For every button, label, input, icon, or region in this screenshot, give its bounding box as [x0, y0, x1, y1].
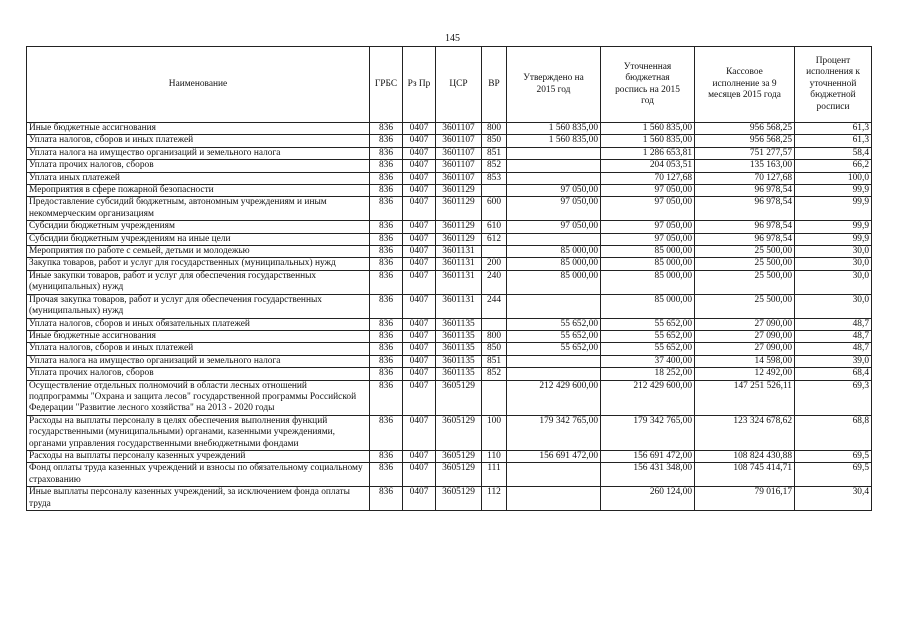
row-revised: 55 652,00 — [601, 318, 695, 330]
table-row — [27, 172, 872, 184]
row-revised: 70 127,68 — [601, 172, 695, 184]
row-approved — [507, 294, 601, 318]
row-revised: 1 560 835,00 — [601, 123, 695, 135]
row-grbs: 836 — [370, 368, 403, 380]
row-revised: 1 560 835,00 — [601, 135, 695, 147]
row-revised: 55 652,00 — [601, 330, 695, 342]
row-vr — [482, 380, 507, 415]
row-csr: 3601107 — [436, 160, 482, 172]
row-vr — [482, 185, 507, 197]
row-name: Уплата налогов, сборов и иных платежей — [27, 343, 370, 355]
row-percent: 99,9 — [795, 185, 872, 197]
row-rzpr: 0407 — [403, 380, 436, 415]
row-percent: 48,7 — [795, 343, 872, 355]
row-revised: 97 050,00 — [601, 221, 695, 233]
row-vr: 850 — [482, 135, 507, 147]
row-vr: 851 — [482, 355, 507, 367]
row-revised: 97 050,00 — [601, 233, 695, 245]
row-cash: 79 016,17 — [695, 487, 795, 511]
page-number: 145 — [445, 33, 460, 44]
row-csr: 3601129 — [436, 221, 482, 233]
row-revised: 156 691 472,00 — [601, 450, 695, 462]
row-percent: 99,9 — [795, 221, 872, 233]
row-name: Уплата налогов, сборов и иных платежей — [27, 135, 370, 147]
table-row — [27, 450, 872, 462]
header-approved: Утверждено на 2015 год — [507, 47, 601, 123]
row-approved — [507, 160, 601, 172]
row-grbs: 836 — [370, 415, 403, 450]
row-name: Мероприятия по работе с семьей, детьми и молодежью — [27, 246, 370, 258]
row-cash: 96 978,54 — [695, 197, 795, 221]
row-rzpr: 0407 — [403, 487, 436, 511]
row-grbs: 836 — [370, 270, 403, 294]
row-grbs: 836 — [370, 450, 403, 462]
row-csr: 3601131 — [436, 258, 482, 270]
table-body — [27, 123, 872, 511]
row-percent: 69,5 — [795, 463, 872, 487]
table-row — [27, 185, 872, 197]
row-revised: 97 050,00 — [601, 185, 695, 197]
row-grbs: 836 — [370, 221, 403, 233]
row-grbs: 836 — [370, 246, 403, 258]
row-vr — [482, 246, 507, 258]
row-approved: 97 050,00 — [507, 197, 601, 221]
row-revised: 85 000,00 — [601, 258, 695, 270]
row-cash: 135 163,00 — [695, 160, 795, 172]
row-name: Уплата иных платежей — [27, 172, 370, 184]
row-vr: 612 — [482, 233, 507, 245]
table-row — [27, 318, 872, 330]
row-percent: 68,4 — [795, 368, 872, 380]
row-cash: 25 500,00 — [695, 258, 795, 270]
row-vr: 244 — [482, 294, 507, 318]
row-approved — [507, 172, 601, 184]
row-csr: 3601131 — [436, 270, 482, 294]
row-revised: 1 286 653,81 — [601, 147, 695, 159]
row-csr: 3601135 — [436, 368, 482, 380]
table-row — [27, 330, 872, 342]
row-cash: 956 568,25 — [695, 135, 795, 147]
row-name: Уплата налога на имущество организаций и земельного налога — [27, 147, 370, 159]
row-name: Закупка товаров, работ и услуг для государственных (муниципальных) нужд — [27, 258, 370, 270]
row-revised: 212 429 600,00 — [601, 380, 695, 415]
row-approved: 1 560 835,00 — [507, 123, 601, 135]
row-cash: 12 492,00 — [695, 368, 795, 380]
row-rzpr: 0407 — [403, 221, 436, 233]
row-csr: 3601131 — [436, 294, 482, 318]
row-approved — [507, 368, 601, 380]
row-percent: 48,7 — [795, 318, 872, 330]
row-vr: 200 — [482, 258, 507, 270]
row-name: Субсидии бюджетным учреждениям на иные цели — [27, 233, 370, 245]
table-row — [27, 246, 872, 258]
row-vr: 800 — [482, 123, 507, 135]
row-percent: 30,0 — [795, 294, 872, 318]
row-rzpr: 0407 — [403, 463, 436, 487]
row-percent: 30,0 — [795, 270, 872, 294]
row-grbs: 836 — [370, 258, 403, 270]
table-row — [27, 380, 872, 415]
budget-table — [26, 46, 872, 511]
row-name: Уплата прочих налогов, сборов — [27, 368, 370, 380]
row-csr: 3605129 — [436, 415, 482, 450]
row-percent: 99,9 — [795, 233, 872, 245]
row-percent: 61,3 — [795, 123, 872, 135]
row-cash: 751 277,57 — [695, 147, 795, 159]
row-grbs: 836 — [370, 172, 403, 184]
row-approved: 156 691 472,00 — [507, 450, 601, 462]
row-percent: 58,4 — [795, 147, 872, 159]
row-rzpr: 0407 — [403, 172, 436, 184]
row-percent: 68,8 — [795, 415, 872, 450]
row-rzpr: 0407 — [403, 330, 436, 342]
table-row — [27, 355, 872, 367]
row-approved: 85 000,00 — [507, 258, 601, 270]
row-csr: 3601107 — [436, 123, 482, 135]
row-cash: 108 745 414,71 — [695, 463, 795, 487]
table-row — [27, 221, 872, 233]
row-vr: 111 — [482, 463, 507, 487]
row-cash: 14 598,00 — [695, 355, 795, 367]
row-grbs: 836 — [370, 147, 403, 159]
header-vr: ВР — [482, 47, 507, 123]
row-cash: 27 090,00 — [695, 330, 795, 342]
row-approved: 85 000,00 — [507, 246, 601, 258]
row-approved: 55 652,00 — [507, 343, 601, 355]
row-rzpr: 0407 — [403, 233, 436, 245]
row-vr: 600 — [482, 197, 507, 221]
row-percent: 69,3 — [795, 380, 872, 415]
row-cash: 25 500,00 — [695, 270, 795, 294]
row-revised: 156 431 348,00 — [601, 463, 695, 487]
row-name: Предоставление субсидий бюджетным, автономным учреждениям и иным некоммерческим организациям — [27, 197, 370, 221]
row-vr: 610 — [482, 221, 507, 233]
row-approved — [507, 355, 601, 367]
row-cash: 25 500,00 — [695, 246, 795, 258]
row-approved: 179 342 765,00 — [507, 415, 601, 450]
row-rzpr: 0407 — [403, 270, 436, 294]
row-percent: 100,0 — [795, 172, 872, 184]
row-name: Уплата налога на имущество организаций и земельного налога — [27, 355, 370, 367]
row-name: Осуществление отдельных полномочий в области лесных отношений подпрограммы "Охрана и защита лесов" государственной программы Российской Федерации "Развитие лесного хозяйства" на 2013 - 2020 годы — [27, 380, 370, 415]
row-approved: 97 050,00 — [507, 185, 601, 197]
table-row — [27, 368, 872, 380]
row-csr: 3605129 — [436, 380, 482, 415]
row-csr: 3601135 — [436, 318, 482, 330]
row-rzpr: 0407 — [403, 343, 436, 355]
table-row — [27, 197, 872, 221]
header-rzpr: Рз Пр — [403, 47, 436, 123]
row-name: Иные бюджетные ассигнования — [27, 123, 370, 135]
row-csr: 3605129 — [436, 450, 482, 462]
row-grbs: 836 — [370, 197, 403, 221]
row-vr: 800 — [482, 330, 507, 342]
row-revised: 97 050,00 — [601, 197, 695, 221]
row-name: Расходы на выплаты персоналу в целях обеспечения выполнения функций государственными (муниципальными) органами, казенными учреждениями, органами управления государственными внебюджетными фондами — [27, 415, 370, 450]
row-grbs: 836 — [370, 135, 403, 147]
row-grbs: 836 — [370, 233, 403, 245]
row-csr: 3601135 — [436, 330, 482, 342]
row-cash: 123 324 678,62 — [695, 415, 795, 450]
row-grbs: 836 — [370, 318, 403, 330]
row-name: Прочая закупка товаров, работ и услуг для обеспечения государственных (муниципальных) нужд — [27, 294, 370, 318]
row-name: Уплата налогов, сборов и иных обязательных платежей — [27, 318, 370, 330]
row-cash: 70 127,68 — [695, 172, 795, 184]
row-name: Иные бюджетные ассигнования — [27, 330, 370, 342]
row-grbs: 836 — [370, 185, 403, 197]
row-percent: 48,7 — [795, 330, 872, 342]
header-name: Наименование — [27, 47, 370, 123]
row-name: Уплата прочих налогов, сборов — [27, 160, 370, 172]
row-percent: 39,0 — [795, 355, 872, 367]
row-cash: 956 568,25 — [695, 123, 795, 135]
row-vr: 100 — [482, 415, 507, 450]
table-row — [27, 123, 872, 135]
row-csr: 3601107 — [436, 135, 482, 147]
header-percent: Процент исполнения к уточненной бюджетной росписи — [795, 47, 872, 123]
row-csr: 3601129 — [436, 233, 482, 245]
row-revised: 55 652,00 — [601, 343, 695, 355]
header-grbs: ГРБС — [370, 47, 403, 123]
row-cash: 108 824 430,88 — [695, 450, 795, 462]
row-rzpr: 0407 — [403, 294, 436, 318]
row-csr: 3601135 — [436, 343, 482, 355]
row-rzpr: 0407 — [403, 147, 436, 159]
table-row — [27, 258, 872, 270]
row-cash: 96 978,54 — [695, 233, 795, 245]
row-approved — [507, 147, 601, 159]
row-cash: 96 978,54 — [695, 185, 795, 197]
row-cash: 27 090,00 — [695, 343, 795, 355]
row-revised: 260 124,00 — [601, 487, 695, 511]
row-rzpr: 0407 — [403, 197, 436, 221]
row-grbs: 836 — [370, 343, 403, 355]
row-vr: 850 — [482, 343, 507, 355]
row-revised: 85 000,00 — [601, 246, 695, 258]
row-csr: 3601135 — [436, 355, 482, 367]
row-rzpr: 0407 — [403, 123, 436, 135]
row-csr: 3605129 — [436, 487, 482, 511]
row-approved — [507, 487, 601, 511]
row-approved: 55 652,00 — [507, 330, 601, 342]
header-row — [27, 47, 872, 123]
row-approved: 97 050,00 — [507, 221, 601, 233]
row-name: Фонд оплаты труда казенных учреждений и взносы по обязательному социальному страхованию — [27, 463, 370, 487]
row-revised: 37 400,00 — [601, 355, 695, 367]
row-rzpr: 0407 — [403, 355, 436, 367]
row-rzpr: 0407 — [403, 415, 436, 450]
row-rzpr: 0407 — [403, 258, 436, 270]
row-name: Мероприятия в сфере пожарной безопасности — [27, 185, 370, 197]
row-csr: 3605129 — [436, 463, 482, 487]
table-row — [27, 487, 872, 511]
row-cash: 27 090,00 — [695, 318, 795, 330]
row-percent: 69,5 — [795, 450, 872, 462]
header-cash: Кассовое исполнение за 9 месяцев 2015 года — [695, 47, 795, 123]
row-vr: 110 — [482, 450, 507, 462]
table-row — [27, 233, 872, 245]
row-grbs: 836 — [370, 294, 403, 318]
table-row — [27, 415, 872, 450]
row-rzpr: 0407 — [403, 450, 436, 462]
row-vr: 851 — [482, 147, 507, 159]
table-row — [27, 135, 872, 147]
row-percent: 61,3 — [795, 135, 872, 147]
row-grbs: 836 — [370, 160, 403, 172]
row-name: Иные закупки товаров, работ и услуг для обеспечения государственных (муниципальных) нужд — [27, 270, 370, 294]
row-rzpr: 0407 — [403, 135, 436, 147]
row-csr: 3601107 — [436, 147, 482, 159]
row-revised: 18 252,00 — [601, 368, 695, 380]
row-approved — [507, 463, 601, 487]
row-revised: 85 000,00 — [601, 270, 695, 294]
row-rzpr: 0407 — [403, 160, 436, 172]
row-cash: 147 251 526,11 — [695, 380, 795, 415]
row-rzpr: 0407 — [403, 185, 436, 197]
row-percent: 30,4 — [795, 487, 872, 511]
row-percent: 99,9 — [795, 197, 872, 221]
row-vr — [482, 318, 507, 330]
row-vr: 852 — [482, 368, 507, 380]
row-vr: 112 — [482, 487, 507, 511]
row-grbs: 836 — [370, 123, 403, 135]
row-revised: 179 342 765,00 — [601, 415, 695, 450]
table-row — [27, 147, 872, 159]
table-row — [27, 463, 872, 487]
row-vr: 240 — [482, 270, 507, 294]
row-rzpr: 0407 — [403, 318, 436, 330]
row-approved: 1 560 835,00 — [507, 135, 601, 147]
row-csr: 3601131 — [436, 246, 482, 258]
row-revised: 204 053,51 — [601, 160, 695, 172]
table-row — [27, 294, 872, 318]
row-percent: 30,0 — [795, 258, 872, 270]
row-csr: 3601129 — [436, 185, 482, 197]
row-approved: 212 429 600,00 — [507, 380, 601, 415]
row-grbs: 836 — [370, 487, 403, 511]
row-approved: 55 652,00 — [507, 318, 601, 330]
header-revised: Уточненная бюджетная роспись на 2015 год — [601, 47, 695, 123]
row-grbs: 836 — [370, 330, 403, 342]
header-csr: ЦСР — [436, 47, 482, 123]
row-percent: 66,2 — [795, 160, 872, 172]
row-cash: 25 500,00 — [695, 294, 795, 318]
row-rzpr: 0407 — [403, 246, 436, 258]
row-rzpr: 0407 — [403, 368, 436, 380]
row-revised: 85 000,00 — [601, 294, 695, 318]
row-vr: 852 — [482, 160, 507, 172]
row-csr: 3601129 — [436, 197, 482, 221]
table-row — [27, 343, 872, 355]
row-grbs: 836 — [370, 463, 403, 487]
row-approved: 85 000,00 — [507, 270, 601, 294]
row-approved — [507, 233, 601, 245]
row-csr: 3601107 — [436, 172, 482, 184]
row-percent: 30,0 — [795, 246, 872, 258]
row-grbs: 836 — [370, 355, 403, 367]
row-vr: 853 — [482, 172, 507, 184]
row-cash: 96 978,54 — [695, 221, 795, 233]
row-name: Субсидии бюджетным учреждениям — [27, 221, 370, 233]
row-name: Иные выплаты персоналу казенных учреждений, за исключением фонда оплаты труда — [27, 487, 370, 511]
row-grbs: 836 — [370, 380, 403, 415]
row-name: Расходы на выплаты персоналу казенных учреждений — [27, 450, 370, 462]
table-row — [27, 270, 872, 294]
table-row — [27, 160, 872, 172]
